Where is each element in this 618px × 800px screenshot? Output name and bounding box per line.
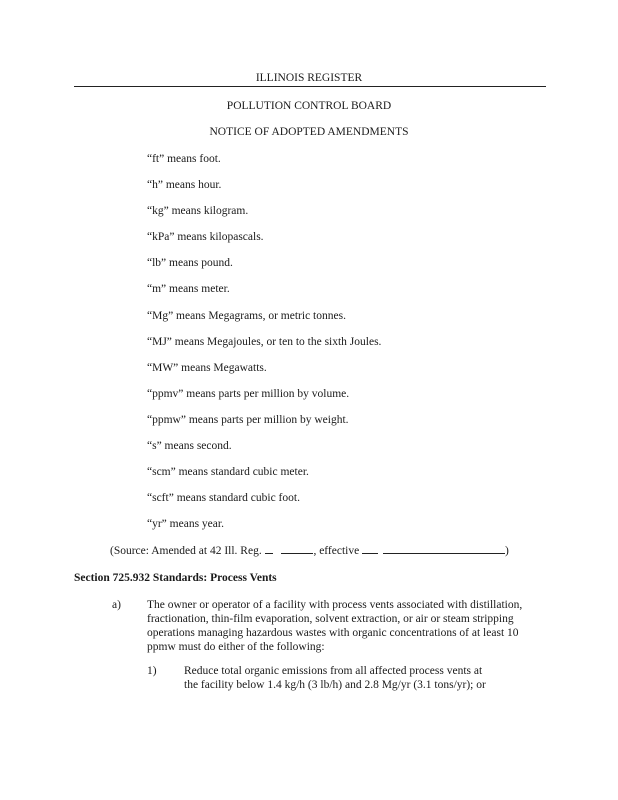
notice-title: NOTICE OF ADOPTED AMENDMENTS [209,126,409,138]
para-1-text: Reduce total organic emissions from all affected process vents at the facility below 1.4 kg/h (3 lb/h) and 2.8 Mg/yr (3.1 tons/yr); or [184,665,486,691]
para-1-label: 1) [147,665,157,677]
register-title: ILLINOIS REGISTER [255,72,363,84]
definition-item: “m” means meter. [147,283,230,295]
definition-item: “h” means hour. [147,179,222,191]
definition-item: “kg” means kilogram. [147,205,249,217]
para-a-text: The owner or operator of a facility with process vents associated with distillation, fractionation, thin-film evaporation, solvent extraction, or air or steam stripping operations managing hazardous wastes with organic concentrations of at least 10 ppmw must do either of the following: [147,599,523,653]
definition-item: “MW” means Megawatts. [147,362,267,374]
register-page-blank [281,543,313,554]
board-title: POLLUTION CONTROL BOARD [226,100,392,112]
definition-item: “lb” means pound. [147,257,233,269]
header-rule [74,86,546,87]
effective-blank-short [362,543,378,554]
register-volume-blank [265,543,273,554]
para-a-label: a) [112,599,121,611]
definition-item: “scft” means standard cubic foot. [147,492,300,504]
source-prefix: (Source: Amended at 42 Ill. Reg. [110,545,262,557]
source-effective: , effective [313,545,360,557]
effective-date-blank [383,543,505,554]
definition-item: “ppmw” means parts per million by weight. [147,414,349,426]
section-heading: Section 725.932 Standards: Process Vents [74,572,277,584]
definition-item: “scm” means standard cubic meter. [147,466,309,478]
source-close: ) [504,545,509,557]
definition-item: “Mg” means Megagrams, or metric tonnes. [147,310,346,322]
definition-item: “yr” means year. [147,518,224,530]
definition-item: “kPa” means kilopascals. [147,231,264,243]
definition-item: “ppmv” means parts per million by volume. [147,388,350,400]
definition-item: “MJ” means Megajoules, or ten to the sixth Joules. [147,336,382,348]
definition-item: “s” means second. [147,440,232,452]
definition-item: “ft” means foot. [147,153,221,165]
source-note [110,543,509,558]
